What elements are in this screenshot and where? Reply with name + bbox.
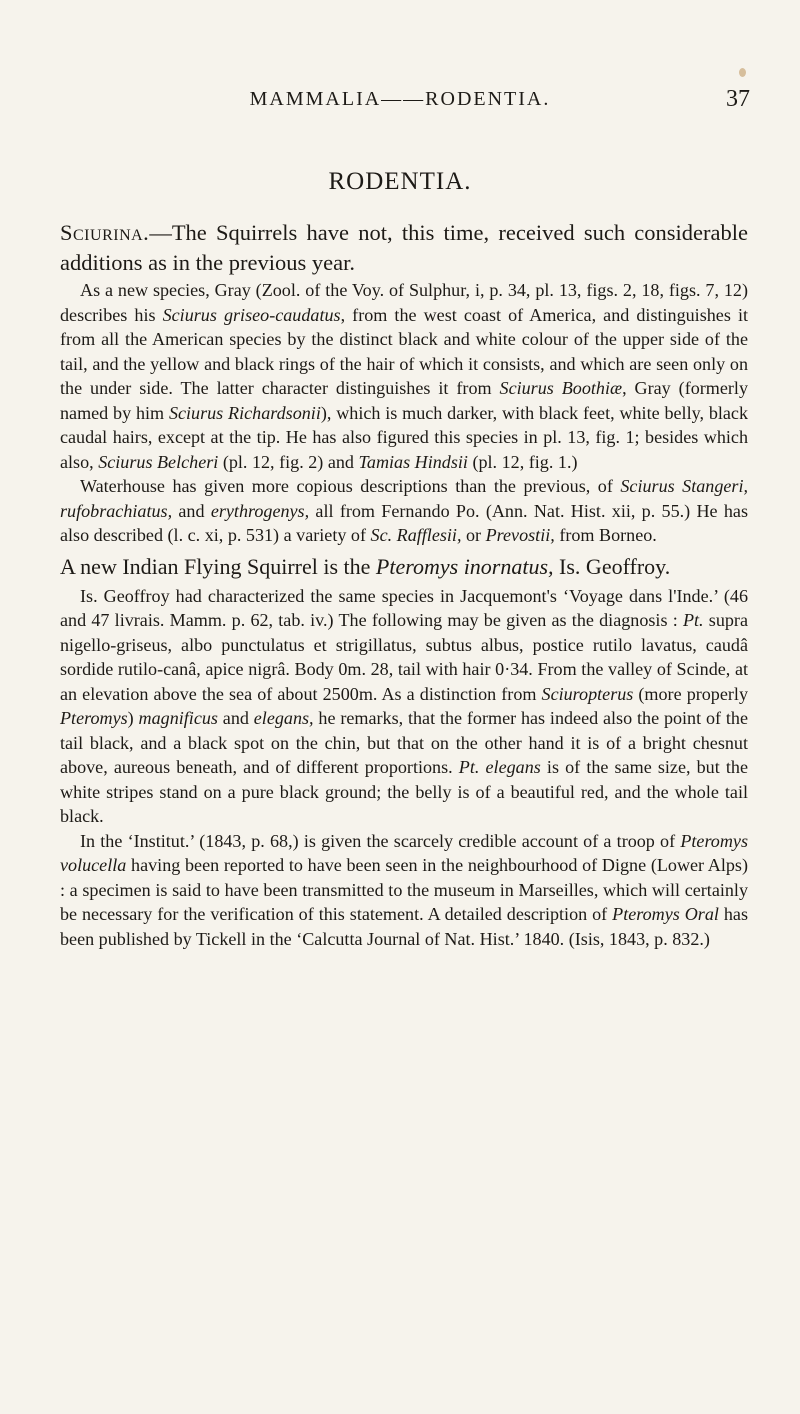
running-head [0,86,800,116]
section-heading: RODENTIA. [328,168,472,195]
page-number: 37 [726,86,750,112]
paragraph-gray: As a new species, Gray (Zool. of the Voy. of Sulphur, i, p. 34, pl. 13, figs. 2, 18, figs. 7, 12) describes his Sciurus griseo-caudatus, from the west coast of America, and distinguishes it from all the American species by the distinct black and white colour of the upper side of the tail, and the yellow and black rings of the hair of which it consists, and which are seen only on the under side. The latter character distinguishes it from Sciurus Boothiæ, Gray (formerly named by him Sciurus Richardsonii), which is much darker, with black feet, white belly, black caudal hairs, except at the tip. He has also figured this species in pl. 13, fig. 1; besides which also, Sciurus Belcheri (pl. 12, fig. 2) and Tamias Hindsii (pl. 12, fig. 1.) [60,280,749,472]
paragraph-sciurina: Sciurina.—The Squirrels have not, this time, received such considerable additions as in the previous year. [60,220,748,275]
paragraph-waterhouse: Waterhouse has given more copious descriptions than the previous, of Sciurus Stangeri, rufobrachiatus, and erythrogenys, all from Fernando Po. (Ann. Nat. Hist. xii, p. 55.) He has also described (l. c. xi, p. 531) a variety of Sc. Rafflesii, or Prevostii, from Borneo. [60,476,749,545]
body-text [60,218,748,951]
running-title: MAMMALIA——RODENTIA. [249,88,551,110]
paragraph-institut: In the ‘Institut.’ (1843, p. 68,) is given the scarcely credible account of a troop of Pteromys volucella having been reported to have been seen in the neighbourhood of Digne (Lower Alps) : a specimen is said to have been transmitted to the museum in Marseilles, which will certainly be necessary for the verification of this statement. A detailed description of Pteromys Oral has been published by Tickell in the ‘Calcutta Journal of Nat. Hist.’ 1840. (Isis, 1843, p. 832.) [60,830,748,949]
run-in-heading: Sciurina. [60,220,150,245]
paragraph-geoffroy: Is. Geoffroy had characterized the same species in Jacquemont's ‘Voyage dans l'Inde.’ (46 and 47 livrais. Mamm. p. 62, tab. iv.) The following may be given as the diagnosis : Pt. supra nigello-griseus, albo punctulatus et strigillatus, subtus albus, postice rutilo lavatus, caudâ sordide rutilo-canâ, apice nigrâ. Body 0m. 28, tail with hair 0·34. From the valley of Scinde, at an elevation above the sea of about 2500m. As a distinction from Sciuropterus (more properly Pteromys) magnificus and elegans, he remarks, that the former has indeed also the point of the tail black, and a black spot on the chin, but that on the other hand it is of a bright chesnut above, aureous beneath, and of different proportions. Pt. elegans is of the same size, but the white stripes stand on a pure black ground; the belly is of a beautiful red, and the whole tail black. [60,585,748,826]
ink-spot [739,68,746,77]
subheading-flying-squirrel: A new Indian Flying Squirrel is the Pteromys inornatus, Is. Geoffroy. [60,553,671,579]
